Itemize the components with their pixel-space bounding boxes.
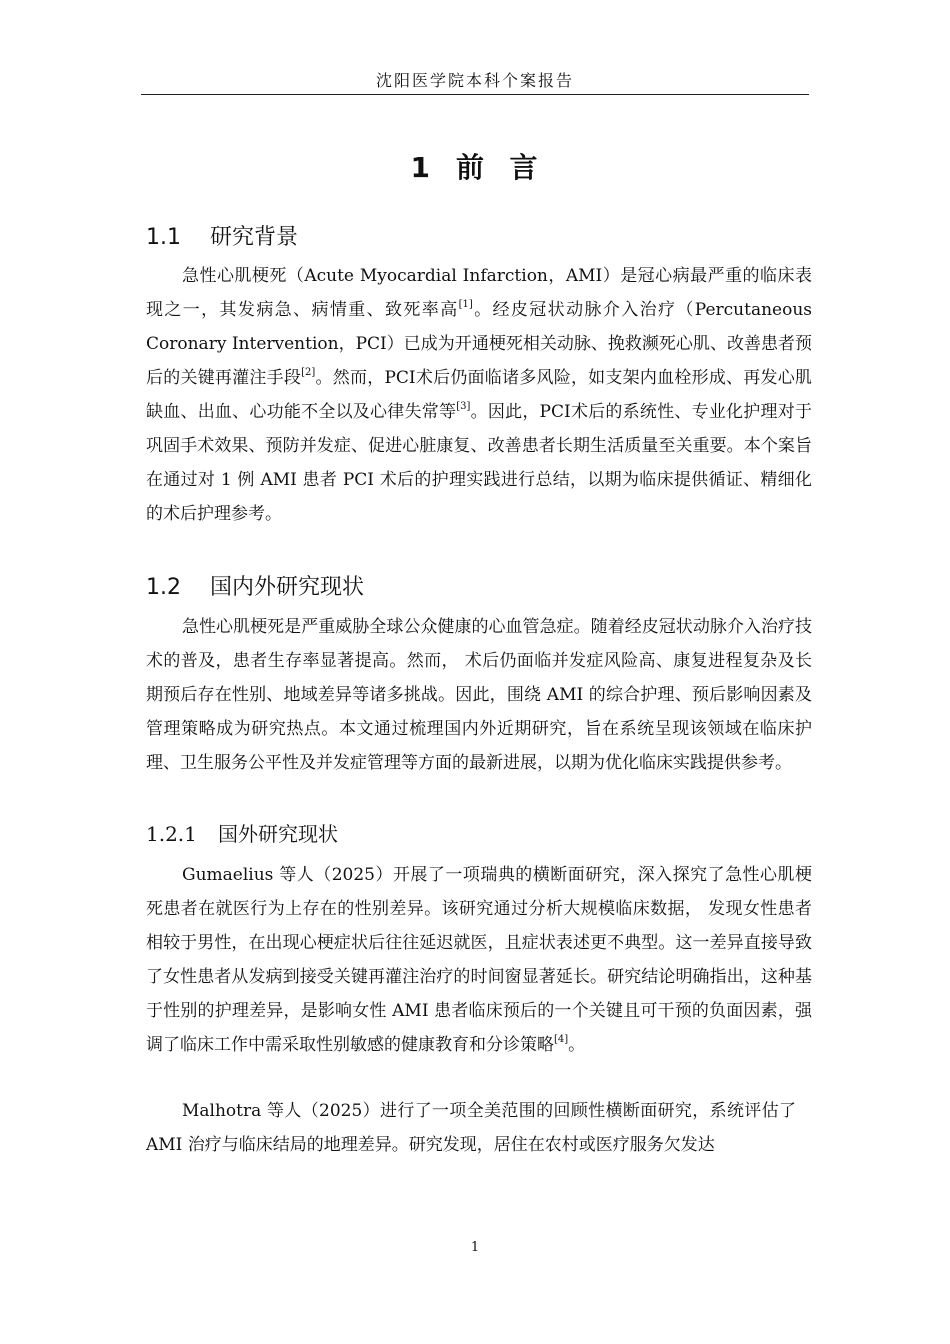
text-run: 急性心肌梗死（Acute Myocardial Infarction，AMI）是冠心病最严重的临床表现之一，其发病急、病情重、致死率高 bbox=[146, 266, 812, 320]
section-number: 1.1 bbox=[146, 225, 181, 250]
chapter-title bbox=[0, 146, 950, 186]
text-run: 。然而，PCI术后仍面临诸多风险，如支架内血栓形成、再发心肌缺血、出血、心功能不全以及心律失常等 bbox=[146, 368, 812, 422]
paragraph-malhotra: Malhotra 等人（2025）进行了一项全美范围的回顾性横断面研究，系统评估了 AMI 治疗与临床结局的地理差异。研究发现，居住在农村或医疗服务欠发达 bbox=[146, 1101, 796, 1155]
citation: [4] bbox=[554, 1034, 569, 1045]
chapter-title-text: 前 言 bbox=[455, 151, 540, 184]
chapter-number: 1 bbox=[410, 151, 432, 184]
text-run: 。经皮冠状动脉介入治疗（Percutaneous Coronary Intervention，PCI）已成为开通梗死相关动脉、挽救濒死心肌、改善患者预后的关键再灌注手段 bbox=[146, 300, 812, 388]
running-header: 沈阳医学院本科个案报告 bbox=[375, 71, 574, 90]
section-number: 1.2 bbox=[146, 575, 181, 600]
section-heading-1-1 bbox=[146, 220, 298, 251]
paragraph-gumaelius bbox=[146, 858, 812, 1062]
text-run: Gumaelius 等人（2025）开展了一项瑞典的横断面研究，深入探究了急性心肌梗死患者在就医行为上存在的性别差异。该研究通过分析大规模临床数据， 发现女性患者相较于男性，在出现心梗症状后往往延迟就医，且症状表述更不典型。这一差异直接导致了女性患者从发病到接受关键再灌注治疗的时间窗显著延长。研究结论明确指出，这种基于性别的护理差异，是影响女性 AMI 患者临床预后的一个关键且可干预的负面因素，强调了临床工作中需采取性别敏感的健康教育和分诊策略 bbox=[146, 865, 812, 1055]
page-number: 1 bbox=[470, 1240, 480, 1255]
section-title: 研究背景 bbox=[210, 225, 299, 250]
subsection-title: 国外研究现状 bbox=[218, 822, 338, 846]
subsection-number: 1.2.1 bbox=[146, 822, 197, 846]
section-title: 国内外研究现状 bbox=[210, 575, 365, 600]
section-heading-1-2 bbox=[146, 570, 364, 601]
text-run: 。 bbox=[568, 1035, 586, 1055]
citation: [2] bbox=[301, 367, 316, 378]
paragraph-research-status: 急性心肌梗死是严重威胁全球公众健康的心血管急症。随着经皮冠状动脉介入治疗技术的普及，患者生存率显著提高。然而， 术后仍面临并发症风险高、康复进程复杂及长期预后存在性别、地域差异等诸多挑战。因此，围绕 AMI 的综合护理、预后影响因素及管理策略成为研究热点。本文通过梳理国内外近期研究，旨在系统呈现该领域在临床护理、卫生服务公平性及并发症管理等方面的最新进展，以期为优化临床实践提供参考。 bbox=[146, 617, 812, 773]
subsection-heading-1-2-1 bbox=[146, 818, 338, 847]
citation: [3] bbox=[456, 401, 471, 412]
paragraph-research-background bbox=[146, 259, 812, 531]
header-rule bbox=[141, 94, 809, 95]
text-run: 。因此，PCI术后的系统性、专业化护理对于巩固手术效果、预防并发症、促进心脏康复、改善患者长期生活质量至关重要。本个案旨在通过对 1 例 AMI 患者 PCI 术后的护理实践进行总结，以期为临床提供循证、精细化的术后护理参考。 bbox=[146, 402, 812, 524]
citation: [1] bbox=[458, 299, 473, 310]
